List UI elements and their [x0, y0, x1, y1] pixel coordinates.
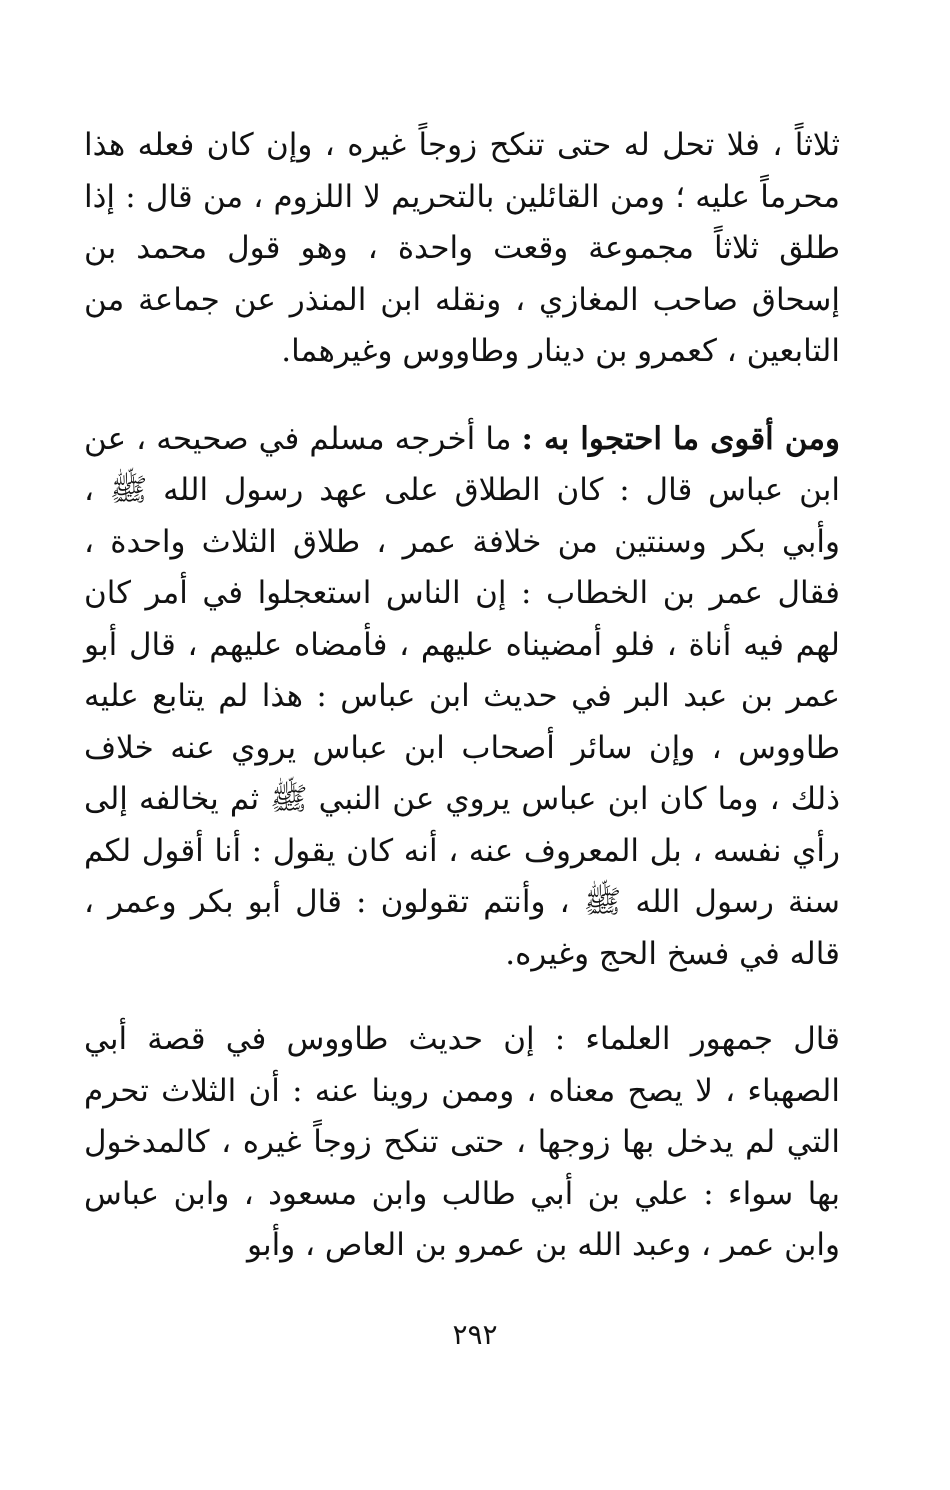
page-number: ٢٩٢: [452, 1318, 498, 1351]
paragraph-2-text: ما أخرجه مسلم في صحيحه ، عن ابن عباس قال : كان الطلاق على عهد رسول الله ﷺ ، وأبي بكر وسنتين من خلافة عمر ، طلاق الثلاث واحدة ، فقال عمر بن الخطاب : إن الناس استعجلوا في أمر كان لهم فيه أناة ، فلو أمضيناه عليهم ، فأمضاه عليهم ، قال أبو عمر بن عبد البر في حديث ابن عباس : هذا لم يتابع عليه طاووس ، وإن سائر أصحاب ابن عباس يروي عنه خلاف ذلك ، وما كان ابن عباس يروي عن النبي ﷺ ثم يخالفه إلى رأي نفسه ، بل المعروف عنه ، أنه كان يقول : أنا أقول لكم سنة رسول الله ﷺ ، وأنتم تقولون : قال أبو بكر وعمر ، قاله في فسخ الحج وغيره.: [84, 420, 840, 972]
paragraph-3-text: قال جمهور العلماء : إن حديث طاووس في قصة أبي الصهباء ، لا يصح معناه ، وممن روينا عنه : أن الثلاث تحرم التي لم يدخل بها زوجها ، حتى تنكح زوجاً غيره ، كالمدخول بها سواء : علي بن أبي طالب وابن مسعود ، وابن عباس وابن عمر ، وعبد الله بن عمرو بن العاص ، وأبو: [84, 1021, 840, 1263]
body-text: [84, 120, 840, 1272]
paragraph-2-lead: ومن أقوى ما احتجوا به :: [521, 420, 840, 457]
paragraph-3: [84, 1014, 840, 1272]
paragraph-1: [84, 120, 840, 378]
paragraph-1-text: ثلاثاً ، فلا تحل له حتى تنكح زوجاً غيره ، وإن كان فعله هذا محرماً عليه ؛ ومن القائلين بالتحريم لا اللزوم ، من قال : إذا طلق ثلاثاً مجموعة وقعت واحدة ، وهو قول محمد بن إسحاق صاحب المغازي ، ونقله ابن المنذر عن جماعة من التابعين ، كعمرو بن دينار وطاووس وغيرهما.: [84, 127, 840, 369]
paragraph-2: [84, 414, 840, 981]
